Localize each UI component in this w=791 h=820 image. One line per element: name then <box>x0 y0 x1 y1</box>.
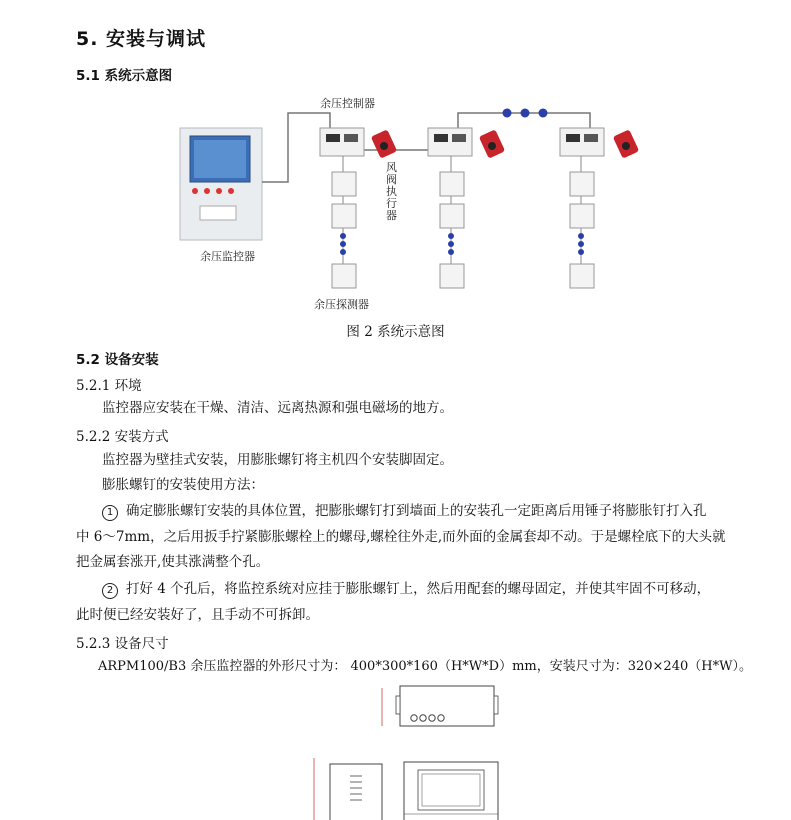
heading-5-2-1: 5.2.1 环境 <box>76 378 142 394</box>
subsection-title-5-2: 5.2 设备安装 <box>76 352 159 368</box>
heading-5-2-3: 5.2.3 设备尺寸 <box>76 636 169 652</box>
step2-line1: 2 打好 4 个孔后，将监控系统对应挂于膨胀螺钉上，然后用配套的螺母固定，并使其牢固不可移动， <box>102 579 710 599</box>
heading-5-2-2: 5.2.2 安装方式 <box>76 429 169 445</box>
mount-text: 监控器为壁挂式安装，用膨胀螺钉将主机四个安装脚固定。 <box>102 452 453 468</box>
front-side-view-drawing <box>300 752 520 820</box>
subsection-title-5-1: 5.1 系统示意图 <box>76 68 173 84</box>
figure-caption: 图 2 系统示意图 <box>346 324 445 340</box>
system-diagram <box>170 88 650 313</box>
controller-group-3 <box>560 128 639 288</box>
step1-line1: 1 确定膨胀螺钉安装的具体位置，把膨胀螺钉打到墙面上的安装孔一定距离后用锤子将膨胀钉打入孔 <box>102 501 707 521</box>
env-text: 监控器应安装在干燥、清洁、远离热源和强电磁场的地方。 <box>102 400 453 416</box>
monitor-label: 余压监控器 <box>200 250 255 263</box>
step2-number: 2 <box>102 583 118 599</box>
step1-line2: 中 6～7mm，之后用扳手拧紧膨胀螺栓上的螺母,螺栓往外走,而外面的金属套却不动。于是螺栓底下的大头就 <box>76 529 726 545</box>
bolt-method-text: 膨胀螺钉的安装使用方法： <box>102 477 264 493</box>
step1-line3: 把金属套涨开,使其涨满整个孔。 <box>76 554 270 570</box>
monitor-device <box>180 128 262 240</box>
controller-group-2 <box>428 128 505 288</box>
controller-label: 余压控制器 <box>320 97 375 110</box>
step2-line2: 此时便已经安装好了，且手动不可拆卸。 <box>76 607 319 623</box>
section-title: 5. 安装与调试 <box>76 28 207 50</box>
detector-label: 余压探测器 <box>314 298 369 311</box>
actuator-label: 风 阀 执 行 器 <box>386 161 397 222</box>
top-view-drawing <box>370 682 510 734</box>
dimension-text: ARPM100/B3 余压监控器的外形尺寸为： 400*300*160（H*W*D）mm，安装尺寸为：320×240（H*W）。 <box>98 659 752 674</box>
step1-number: 1 <box>102 505 118 521</box>
